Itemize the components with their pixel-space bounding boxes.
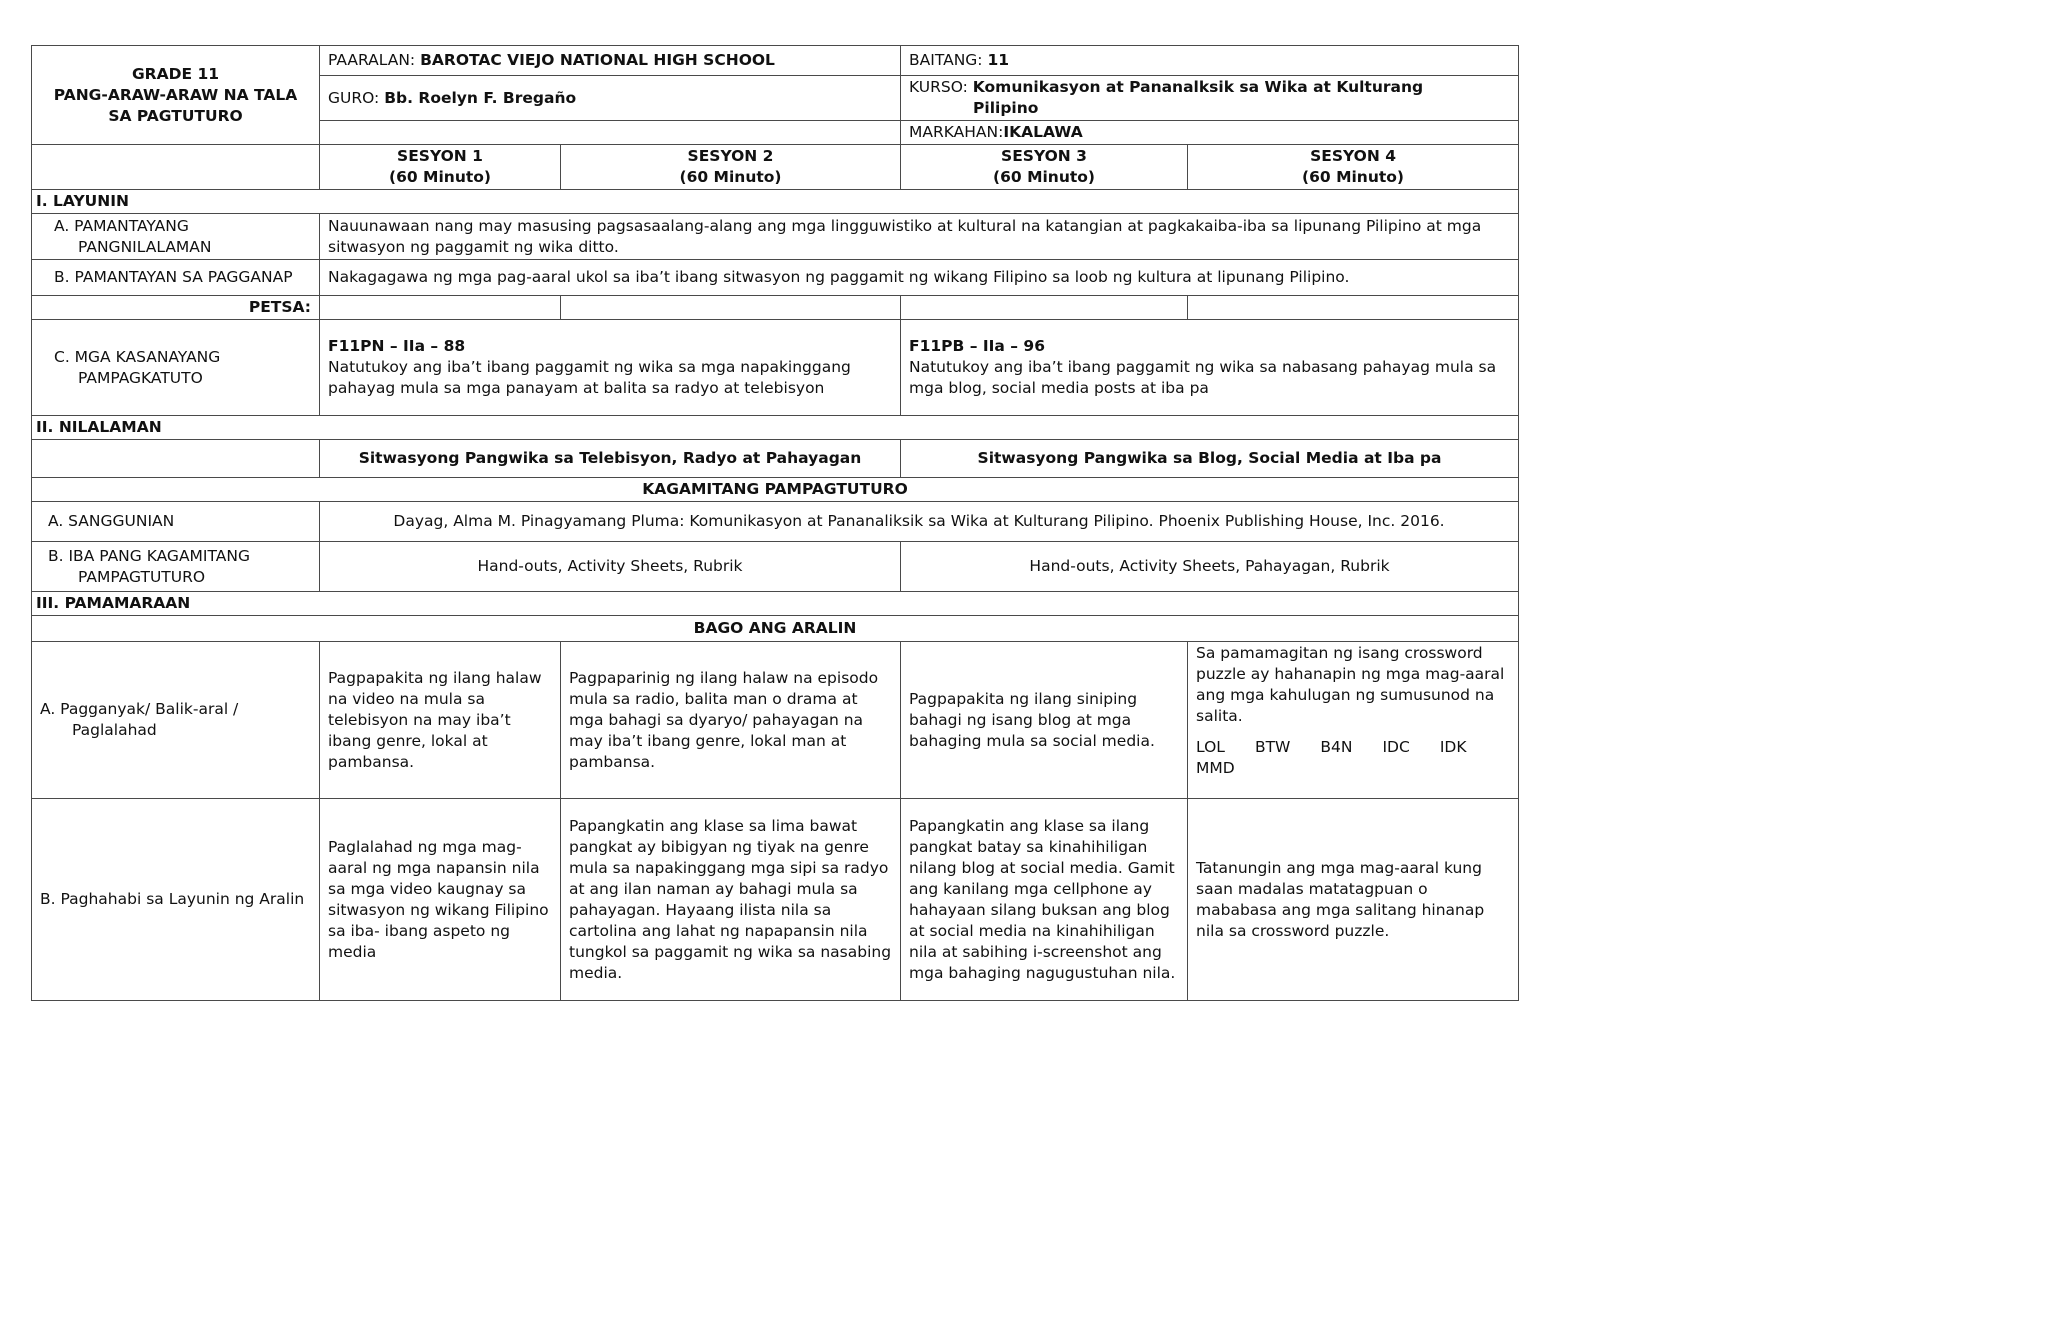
- paghahabi-session-1: Paglalahad ng mga mag-aaral ng mga napansin nila sa mga video kaugnay sa sitwasyon ng wikang Filipino sa iba- ibang aspeto ng media: [320, 799, 561, 1001]
- session-name: SESYON 4: [1310, 147, 1396, 165]
- paaralan-cell: [320, 46, 901, 76]
- kasanayan-session-1-2: [320, 320, 901, 416]
- pamantayang-pangnilalaman-label: [32, 214, 320, 260]
- term: MMD: [1196, 759, 1235, 777]
- baitang-value: 11: [987, 51, 1010, 69]
- kasanayan-session-3-4: [901, 320, 1519, 416]
- session-duration: (60 Minuto): [1302, 168, 1405, 186]
- bago-ang-aralin-heading: BAGO ANG ARALIN: [32, 616, 1519, 642]
- baitang-label: BAITANG:: [909, 51, 988, 69]
- paaralan-value: BAROTAC VIEJO NATIONAL HIGH SCHOOL: [420, 51, 775, 69]
- competency-code: F11PB – IIa – 96: [909, 337, 1045, 355]
- competency-text: Natutukoy ang iba’t ibang paggamit ng wika sa nabasang pahayag mula sa mga blog, social media posts at iba pa: [909, 358, 1497, 397]
- sanggunian-text: Dayag, Alma M. Pinagyamang Pluma: Komunikasyon at Pananaliksik sa Wika at Kulturang Pilipino. Phoenix Publishing House, Inc. 2016.: [320, 502, 1519, 542]
- markahan-cell: [901, 121, 1519, 145]
- markahan-label: MARKAHAN:: [909, 123, 1004, 141]
- kagamitan-session-3-4: Hand-outs, Activity Sheets, Pahayagan, Rubrik: [901, 542, 1519, 592]
- crossword-terms: [1196, 737, 1510, 779]
- title-line: SA PAGTUTURO: [108, 106, 243, 125]
- session-name: SESYON 2: [687, 147, 774, 165]
- term: IDC: [1382, 738, 1410, 756]
- empty-cell: [32, 145, 320, 190]
- empty-cell: [320, 121, 901, 145]
- session-name: SESYON 3: [1001, 147, 1087, 165]
- nilalaman-topic-2: Sitwasyong Pangwika sa Blog, Social Media at Iba pa: [901, 440, 1519, 478]
- paghahabi-label: B. Paghahabi sa Layunin ng Aralin: [32, 799, 320, 1001]
- guro-label: GURO:: [328, 88, 385, 107]
- session-1-header: [320, 145, 561, 190]
- pamantayan-sa-pagganap-label: B. PAMANTAYAN SA PAGGANAP: [32, 260, 320, 296]
- session-name: SESYON 1: [397, 147, 483, 165]
- term: IDK: [1439, 738, 1467, 756]
- label-line: Paglalahad: [72, 721, 157, 739]
- session-duration: (60 Minuto): [993, 168, 1096, 186]
- paghahabi-session-3: Papangkatin ang klase sa ilang pangkat batay sa kinahihiligan nilang blog at social media. Gamit ang kanilang mga cellphone ay hahayaan silang buksan ang blog at social media na kinahihiligan nila at sabihing i-screenshot ang mga bahaging nagugustuhan nila.: [901, 799, 1188, 1001]
- section-heading-layunin: I. LAYUNIN: [32, 190, 1519, 214]
- lesson-log-table: [31, 45, 1519, 1001]
- label-line: C. MGA KASANAYANG: [54, 347, 221, 366]
- title-line: PANG-ARAW-ARAW NA TALA: [53, 85, 298, 104]
- label-line: PAMPAGKATUTO: [78, 368, 203, 387]
- petsa-label: PETSA:: [32, 296, 320, 320]
- sanggunian-label: A. SANGGUNIAN: [32, 502, 320, 542]
- empty-cell: [32, 440, 320, 478]
- petsa-session-1: [320, 296, 561, 320]
- paaralan-label: PAARALAN:: [328, 51, 421, 69]
- title-line: GRADE 11: [131, 64, 220, 83]
- section-heading-nilalaman: II. NILALAMAN: [32, 416, 1519, 440]
- label-line: PAMPAGTUTURO: [78, 567, 206, 586]
- pagganyak-label: [32, 642, 320, 799]
- session-duration: (60 Minuto): [389, 168, 491, 186]
- label-line: PANGNILALAMAN: [78, 237, 212, 256]
- guro-value: Bb. Roelyn F. Bregaño: [384, 88, 577, 107]
- kurso-value: Komunikasyon at Pananalksik sa Wika at Kulturang: [972, 78, 1424, 96]
- paghahabi-session-4: Tatanungin ang mga mag-aaral kung saan madalas matatagpuan o mababasa ang mga salitang hinanap nila sa crossword puzzle.: [1188, 799, 1519, 1001]
- crossword-instruction: Sa pamamagitan ng isang crossword puzzle ay hahanapin ng mga mag-aaral ang mga kahulugan ng sumusunod na salita.: [1196, 644, 1505, 725]
- session-duration: (60 Minuto): [679, 168, 782, 186]
- section-heading-pamamaraan: III. PAMAMARAAN: [32, 592, 1519, 616]
- guro-cell: [320, 76, 901, 121]
- document-title: [32, 46, 320, 145]
- label-line: A. Pagganyak/ Balik-aral /: [40, 700, 239, 718]
- pagganyak-session-3: Pagpapakita ng ilang siniping bahagi ng isang blog at mga bahaging mula sa social media.: [901, 642, 1188, 799]
- kagamitan-session-1-2: Hand-outs, Activity Sheets, Rubrik: [320, 542, 901, 592]
- iba-pang-kagamitan-label: [32, 542, 320, 592]
- markahan-value: IKALAWA: [1003, 123, 1083, 141]
- baitang-cell: [901, 46, 1519, 76]
- session-4-header: [1188, 145, 1519, 190]
- petsa-session-2: [561, 296, 901, 320]
- pagganyak-session-4: [1188, 642, 1519, 799]
- kurso-value-line-2: Pilipino: [973, 99, 1039, 117]
- term: BTW: [1254, 738, 1291, 756]
- session-2-header: [561, 145, 901, 190]
- competency-text: Natutukoy ang iba’t ibang paggamit ng wika sa mga napakinggang pahayag mula sa mga panayam at balita sa radyo at telebisyon: [328, 358, 851, 397]
- term: B4N: [1320, 738, 1353, 756]
- kurso-label: KURSO:: [909, 78, 973, 96]
- label-line: B. IBA PANG KAGAMITANG: [48, 546, 250, 565]
- pamantayan-sa-pagganap-text: Nakagagawa ng mga pag-aaral ukol sa iba’t ibang sitwasyon ng paggamit ng wikang Filipino sa loob ng kultura at lipunang Pilipino.: [320, 260, 1519, 296]
- kasanayang-pampagkatuto-label: [32, 320, 320, 416]
- term: LOL: [1196, 738, 1225, 756]
- competency-code: F11PN – IIa – 88: [328, 337, 466, 355]
- petsa-session-3: [901, 296, 1188, 320]
- pagganyak-session-1: Pagpapakita ng ilang halaw na video na mula sa telebisyon na may iba’t ibang genre, lokal at pambansa.: [320, 642, 561, 799]
- section-heading-kagamitan: KAGAMITANG PAMPAGTUTURO: [32, 478, 1519, 502]
- session-3-header: [901, 145, 1188, 190]
- paghahabi-session-2: Papangkatin ang klase sa lima bawat pangkat ay bibigyan ng tiyak na genre mula sa napakinggang mga sipi sa radyo at ang ilan naman ay bahagi mula sa pahayagan. Hayaang ilista nila sa cartolina ang lahat ng napapansin nila tungkol sa paggamit ng wika sa nasabing media.: [561, 799, 901, 1001]
- label-line: A. PAMANTAYANG: [54, 216, 189, 235]
- kurso-cell: [901, 76, 1519, 121]
- pamantayang-pangnilalaman-text: Nauunawaan nang may masusing pagsasaalang-alang ang mga lingguwistiko at kultural na katangian at pagkakaiba-iba sa lipunang Pilipino at mga sitwasyon ng paggamit ng wika ditto.: [320, 214, 1519, 260]
- pagganyak-session-2: Pagpaparinig ng ilang halaw na episodo mula sa radio, balita man o drama at mga bahagi sa dyaryo/ pahayagan na may iba’t ibang genre, lokal man at pambansa.: [561, 642, 901, 799]
- nilalaman-topic-1: Sitwasyong Pangwika sa Telebisyon, Radyo at Pahayagan: [320, 440, 901, 478]
- petsa-session-4: [1188, 296, 1519, 320]
